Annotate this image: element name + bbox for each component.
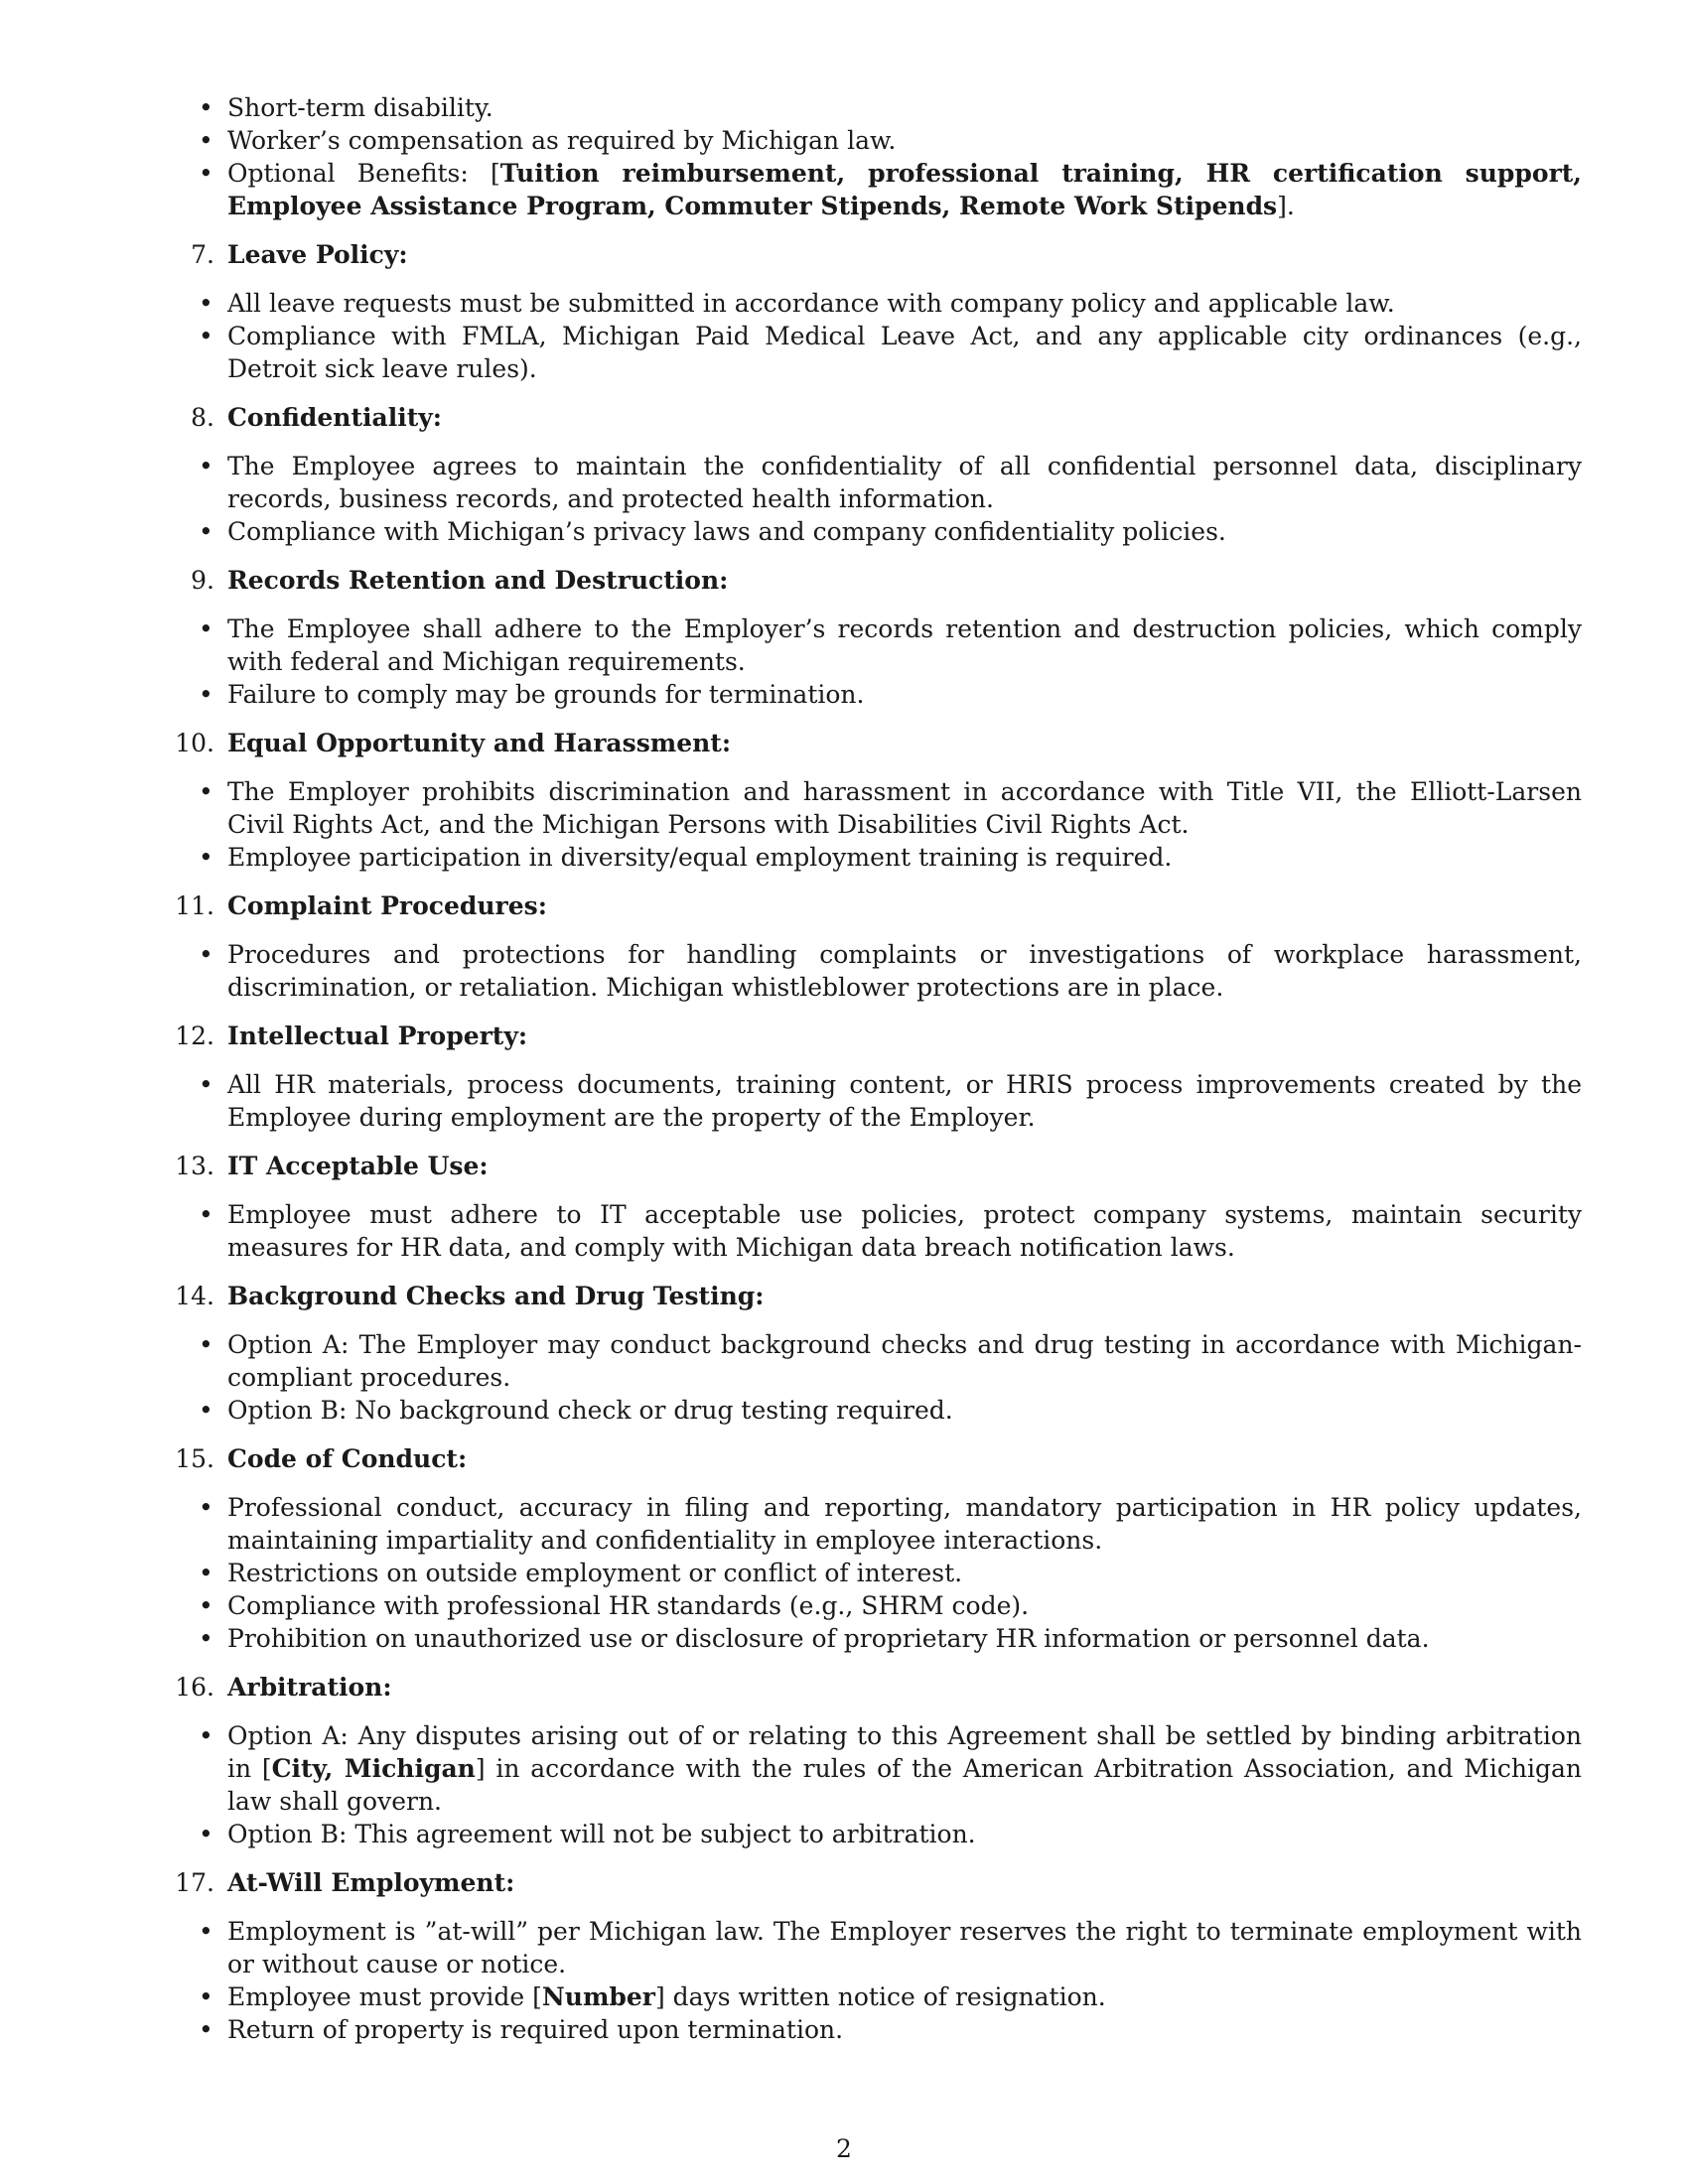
list-item: • Option B: No background check or drug testing required. bbox=[167, 1394, 1582, 1427]
section-background-checks bbox=[167, 1280, 1582, 1427]
section-number: 12. bbox=[175, 1022, 214, 1050]
list-item: • Compliance with FMLA, Michigan Paid Medical Leave Act, and any applicable city ordinances (e.g., Detroit sick leave rules). bbox=[167, 320, 1582, 385]
section-number: 13. bbox=[175, 1152, 214, 1180]
section-title: Leave Policy: bbox=[227, 240, 408, 269]
list-item: • The Employee shall adhere to the Employer’s records retention and destruction policies, which comply with federal and Michigan requirements. bbox=[167, 613, 1582, 678]
list-item: • Restrictions on outside employment or conflict of interest. bbox=[167, 1557, 1582, 1589]
city-placeholder: City, Michigan bbox=[271, 1754, 476, 1783]
section-title: Background Checks and Drug Testing: bbox=[227, 1282, 765, 1310]
optional-benefits-suffix: ]. bbox=[1277, 192, 1295, 220]
section-equal-opportunity bbox=[167, 727, 1582, 874]
page-number: 2 bbox=[836, 2134, 852, 2163]
section-title: IT Acceptable Use: bbox=[227, 1152, 489, 1180]
list-item: • Compliance with professional HR standards (e.g., SHRM code). bbox=[167, 1589, 1582, 1622]
section-title: Equal Opportunity and Harassment: bbox=[227, 729, 732, 757]
section-arbitration bbox=[167, 1671, 1582, 1850]
list-item: • Employee participation in diversity/equal employment training is required. bbox=[167, 841, 1582, 874]
number-placeholder: Number bbox=[541, 1982, 655, 2011]
list-item: • Employment is ”at-will” per Michigan law. The Employer reserves the right to terminate employment with or without cause or notice. bbox=[167, 1915, 1582, 1980]
section-number: 17. bbox=[175, 1868, 214, 1897]
section-number: 9. bbox=[191, 566, 214, 595]
section-title: At-Will Employment: bbox=[227, 1868, 515, 1897]
list-item: • Professional conduct, accuracy in filing and reporting, mandatory participation in HR policy updates, maintaining impartiality and confidentiality in employee interactions. bbox=[167, 1491, 1582, 1557]
section-confidentiality bbox=[167, 401, 1582, 548]
optional-benefits-prefix: Optional Benefits: [ bbox=[227, 159, 500, 188]
section-complaint-procedures bbox=[167, 889, 1582, 1004]
section-title: Records Retention and Destruction: bbox=[227, 566, 729, 595]
section-title: Confidentiality: bbox=[227, 403, 443, 432]
optional-benefits-list: Tuition reimbursement, professional training, HR certification support, Employee Assistance Program, Commuter Stipends, Remote Work Stipends bbox=[227, 159, 1582, 220]
list-item: • Return of property is required upon termination. bbox=[167, 2013, 1582, 2046]
section-number: 7. bbox=[191, 240, 214, 269]
list-item-arbitration-option-a bbox=[167, 1719, 1582, 1818]
section-number: 16. bbox=[175, 1673, 214, 1702]
list-item: • The Employer prohibits discrimination and harassment in accordance with Title VII, the Elliott-Larsen Civil Rights Act, and the Michigan Persons with Disabilities Civil Rights Act. bbox=[167, 775, 1582, 841]
section-it-acceptable-use bbox=[167, 1150, 1582, 1264]
section-number: 10. bbox=[175, 729, 214, 757]
section-number: 8. bbox=[191, 403, 214, 432]
list-item: • All leave requests must be submitted in accordance with company policy and applicable law. bbox=[167, 287, 1582, 320]
option-a-suffix: ] in accordance with the rules of the American Arbitration Association, and Michigan law shall govern. bbox=[227, 1754, 1582, 1816]
list-item-notice-period bbox=[167, 1980, 1582, 2013]
section-number: 11. bbox=[175, 891, 214, 920]
list-item: • Employee must adhere to IT acceptable use policies, protect company systems, maintain security measures for HR data, and comply with Michigan data breach notification laws. bbox=[167, 1198, 1582, 1264]
list-item: • Procedures and protections for handling complaints or investigations of workplace harassment, discrimination, or retaliation. Michigan whistleblower protections are in place. bbox=[167, 938, 1582, 1004]
notice-suffix: ] days written notice of resignation. bbox=[654, 1982, 1106, 2011]
section-at-will-employment bbox=[167, 1866, 1582, 2046]
list-item: • Compliance with Michigan’s privacy laws and company confidentiality policies. bbox=[167, 515, 1582, 548]
section-leave-policy bbox=[167, 238, 1582, 385]
section-code-of-conduct bbox=[167, 1442, 1582, 1655]
list-item: • Short-term disability. bbox=[167, 91, 1582, 124]
list-item: • Worker’s compensation as required by Michigan law. bbox=[167, 124, 1582, 157]
option-a-prefix: Option A: Any disputes arising out of or relating to this Agreement shall be settled by binding arbitration in [ bbox=[227, 1721, 1582, 1783]
section-number: 15. bbox=[175, 1444, 214, 1473]
section-title: Arbitration: bbox=[227, 1673, 392, 1702]
section-title: Complaint Procedures: bbox=[227, 891, 547, 920]
list-item: • All HR materials, process documents, training content, or HRIS process improvements created by the Employee during employment are the property of the Employer. bbox=[167, 1068, 1582, 1134]
section-title: Intellectual Property: bbox=[227, 1022, 528, 1050]
notice-prefix: Employee must provide [ bbox=[227, 1982, 542, 2011]
list-item: • Prohibition on unauthorized use or disclosure of proprietary HR information or personnel data. bbox=[167, 1622, 1582, 1655]
list-item: • Failure to comply may be grounds for termination. bbox=[167, 678, 1582, 711]
list-item: • Option A: The Employer may conduct background checks and drug testing in accordance with Michigan-compliant procedures. bbox=[167, 1328, 1582, 1394]
list-item-optional-benefits bbox=[167, 157, 1582, 222]
section-title: Code of Conduct: bbox=[227, 1444, 468, 1473]
section-intellectual-property bbox=[167, 1020, 1582, 1134]
benefits-continued-list bbox=[167, 91, 1582, 222]
list-item: • The Employee agrees to maintain the confidentiality of all confidential personnel data, disciplinary records, business records, and protected health information. bbox=[167, 450, 1582, 515]
section-records-retention bbox=[167, 564, 1582, 711]
list-item: • Option B: This agreement will not be subject to arbitration. bbox=[167, 1818, 1582, 1850]
document-page bbox=[167, 91, 1582, 2046]
section-number: 14. bbox=[175, 1282, 214, 1310]
